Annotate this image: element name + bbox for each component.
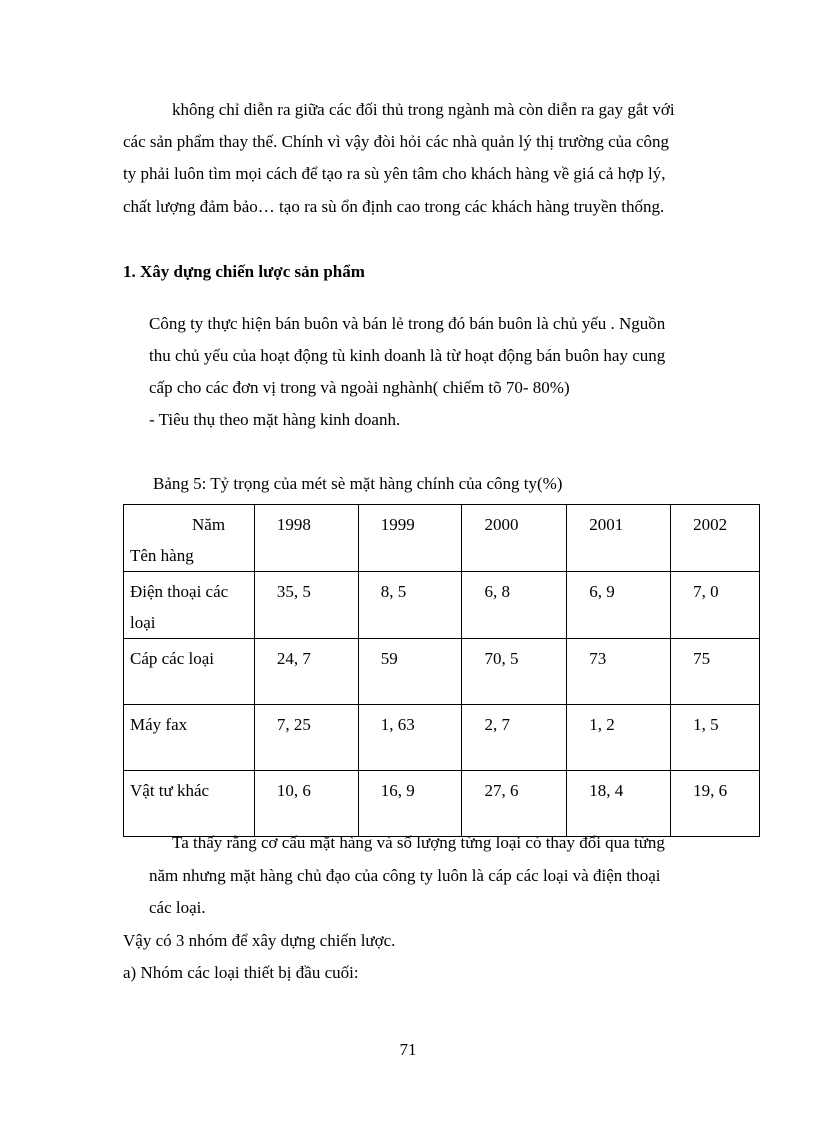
value-cell: 6, 9 [567, 572, 671, 639]
table-header-row [124, 505, 760, 572]
value-cell: 2, 7 [462, 705, 567, 771]
value-cell: 59 [358, 639, 462, 705]
bullet-item: - Tiêu thụ theo mặt hàng kinh doanh. [149, 410, 401, 429]
paragraph-3-line-2: năm nhưng mặt hàng chủ đạo của công ty luôn là cáp các loại và điện thoại [149, 866, 661, 885]
table-caption: Bảng 5: Tỷ trọng của mét sè mặt hàng chính của công ty(%) [153, 474, 563, 493]
product-name-cell: Máy fax [124, 705, 255, 771]
product-share-table [123, 504, 760, 837]
value-cell: 75 [671, 639, 760, 705]
year-header: 1998 [254, 505, 358, 572]
product-name: Điện thoại các [130, 582, 229, 601]
paragraph-3-line-3: các loại. [149, 898, 206, 917]
product-name-cell: Vật tư khác [124, 771, 255, 837]
table-row [124, 639, 760, 705]
paragraph-1-line-2: các sản phẩm thay thế. Chính vì vậy đòi hỏi các nhà quản lý thị trường của công [123, 132, 670, 151]
paragraph-2-line-1: Công ty thực hiện bán buôn và bán lẻ trong đó bán buôn là chủ yếu . Nguồn [149, 314, 666, 333]
corner-year-label: Năm [192, 515, 226, 534]
table-row [124, 705, 760, 771]
table-row [124, 572, 760, 639]
product-name-cell [124, 572, 255, 639]
paragraph-2-line-3: cấp cho các đơn vị trong và ngoài nghành( chiếm tõ 70- 80%) [149, 378, 570, 397]
year-header: 2001 [567, 505, 671, 572]
value-cell: 70, 5 [462, 639, 567, 705]
paragraph-2-line-2: thu chủ yếu của hoạt động tù kinh doanh là từ hoạt động bán buôn hay cung [149, 346, 666, 365]
section-heading: 1. Xây dựng chiến lược sản phẩm [123, 262, 365, 281]
table-row [124, 771, 760, 837]
value-cell: 35, 5 [254, 572, 358, 639]
groups-line: Vậy có 3 nhóm để xây dựng chiến lược. [123, 931, 396, 950]
paragraph-1-line-3: ty phải luôn tìm mọi cách để tạo ra sù yên tâm cho khách hàng về giá cả hợp lý, [123, 164, 666, 183]
table-corner-cell [124, 505, 255, 572]
value-cell: 16, 9 [358, 771, 462, 837]
value-cell: 24, 7 [254, 639, 358, 705]
value-cell: 10, 6 [254, 771, 358, 837]
list-item-a: a) Nhóm các loại thiết bị đầu cuối: [123, 963, 359, 982]
year-header: 2000 [462, 505, 567, 572]
value-cell: 18, 4 [567, 771, 671, 837]
value-cell: 1, 5 [671, 705, 760, 771]
paragraph-1-line-1: không chỉ diễn ra giữa các đối thủ trong ngành mà còn diễn ra gay gắt với [172, 100, 675, 119]
value-cell: 1, 2 [567, 705, 671, 771]
value-cell: 19, 6 [671, 771, 760, 837]
paragraph-1-line-4: chất lượng đảm bảo… tạo ra sù ổn định cao trong các khách hàng truyền thống. [123, 197, 665, 216]
product-name-cell: Cáp các loại [124, 639, 255, 705]
value-cell: 73 [567, 639, 671, 705]
paragraph-3-line-1: Ta thấy rằng cơ cấu mặt hàng và số lượng từng loại có thay đổi qua từng [172, 833, 665, 852]
page-number: 71 [399, 1040, 417, 1059]
value-cell: 7, 0 [671, 572, 760, 639]
value-cell: 1, 63 [358, 705, 462, 771]
value-cell: 8, 5 [358, 572, 462, 639]
product-name-cont: loại [130, 613, 156, 632]
corner-product-label: Tên hàng [130, 546, 194, 565]
value-cell: 27, 6 [462, 771, 567, 837]
year-header: 1999 [358, 505, 462, 572]
value-cell: 6, 8 [462, 572, 567, 639]
value-cell: 7, 25 [254, 705, 358, 771]
year-header: 2002 [671, 505, 760, 572]
